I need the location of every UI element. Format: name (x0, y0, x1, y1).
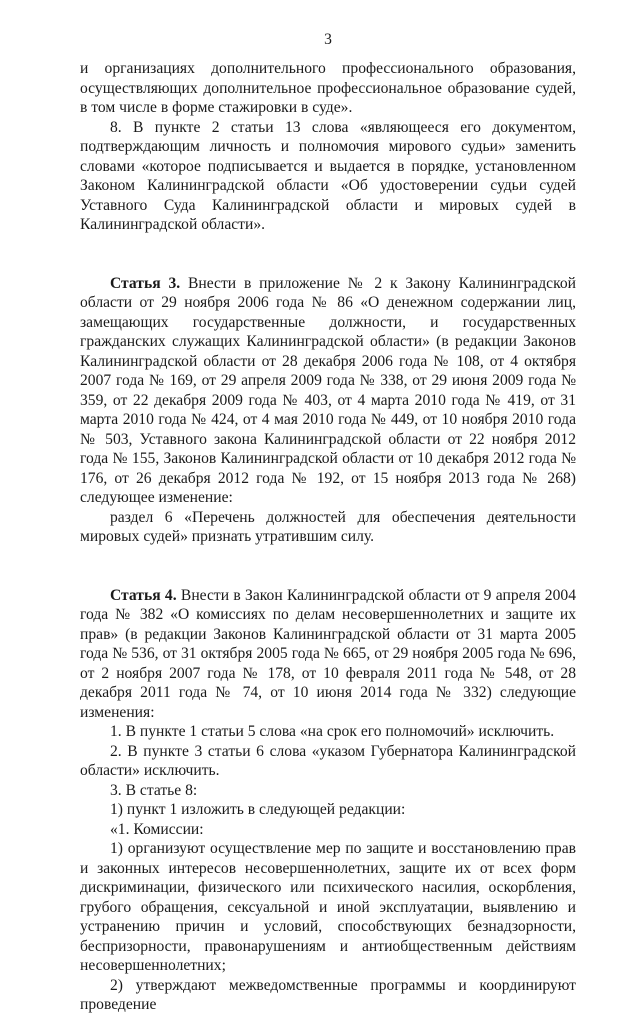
article-4-item: 2. В пункте 3 статьи 6 слова «указом Губернатора Калининградской области» исключить. (80, 742, 576, 779)
article-4-item: 1) организуют осуществление мер по защите и восстановлению прав и законных интересов несовершеннолетних, защите их от всех форм дискриминации, физического или психического насилия, оскорбления, грубого обращения, сексуальной и иной эксплуатации, выявлению и устранению причин и условий, способствующих безнадзорности, беспризорности, правонарушениям и антиобщественным действиям несовершеннолетних; (80, 840, 576, 974)
article-3-text: Внести в приложение № 2 к Закону Калининградской области от 29 ноября 2006 года № 86 «О денежном содержании лиц, замещающих государственные должности, и государственных гражданских служащих Калининградской области» (в редакции Законов Калининградской области от 28 декабря 2006 года № 108, от 4 октября 2007 года № 169, от 29 апреля 2009 года № 338, от 29 июня 2009 года № 359, от 22 декабря 2009 года № 403, от 4 марта 2010 года № 419, от 31 марта 2010 года № 424, от 4 мая 2010 года № 449, от 10 ноября 2010 года № 503, Уставного закона Калининградской области от 22 ноября 2012 года № 155, Законов Калининградской области от 10 декабря 2012 года № 176, от 26 декабря 2012 года № 192, от 15 ноября 2013 года № 268) следующее изменение: (80, 274, 576, 506)
article-4-item: «1. Комиссии: (110, 820, 204, 838)
article-4-text: Внести в Закон Калининградской области от 9 апреля 2004 года № 382 «О комиссиях по делам несовершеннолетних и защите их прав» (в редакции Законов Калининградской области от 31 марта 2005 года № 536, от 31 октября 2005 года № 665, от 29 ноября 2005 года № 696, от 2 ноября 2007 года № 178, от 10 февраля 2011 года № 548, от 28 декабря 2011 года № 74, от 10 июня 2014 года № 332) следующие изменения: (80, 586, 576, 721)
article-4-item: 1. В пункте 1 статьи 5 слова «на срок его полномочий» исключить. (110, 723, 555, 740)
article-4-label: Статья 4. (110, 586, 177, 604)
article-3-label: Статья 3. (110, 274, 181, 292)
article-4-item: 3. В статье 8: (110, 781, 198, 799)
intro-paragraph-2: 8. В пункте 2 статьи 13 слова «являющееся его документом, подтверждающим личность и полномочия мирового судьи» заменить словами «которое подписывается и выдается в порядке, установленном Законом Калининградской области «Об удостоверении судьи судей Уставного Суда Калининградской области и мировых судей в Калининградской области». (80, 118, 576, 233)
intro-paragraph-1: и организациях дополнительного профессионального образования, осуществляющих дополнительное профессиональное образование судей, в том числе в форме стажировки в суде». (80, 60, 576, 116)
document-page (80, 30, 576, 1015)
article-3-paragraph-2: раздел 6 «Перечень должностей для обеспечения деятельности мировых судей» признать утратившим силу. (80, 508, 576, 545)
page-number: 3 (324, 31, 332, 48)
section-gap (80, 547, 576, 586)
section-gap (80, 235, 576, 274)
article-4-item: 2) утверждают межведомственные программы и координируют проведение (80, 976, 576, 1013)
article-3-paragraph (80, 274, 576, 508)
article-4-paragraph (80, 586, 576, 723)
article-4-item: 1) пункт 1 изложить в следующей редакции: (110, 801, 406, 818)
